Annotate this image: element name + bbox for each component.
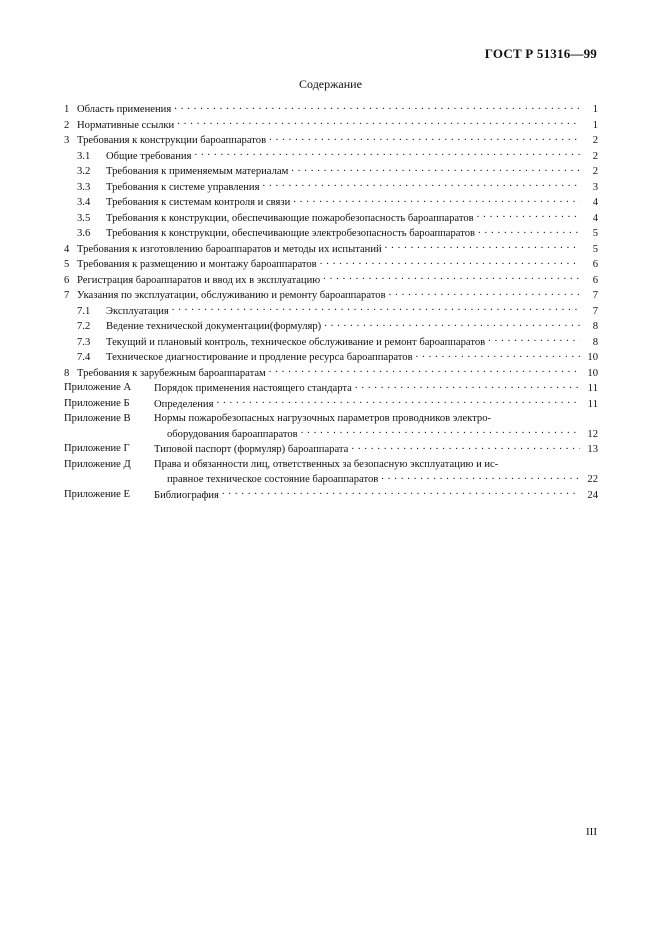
- appendix-title-lines: [154, 412, 598, 442]
- toc-entry-page: 7: [592, 305, 598, 317]
- page-number: III: [586, 826, 597, 838]
- appendix-title: Определения: [154, 398, 214, 410]
- dot-leader: [269, 366, 580, 376]
- toc-entry-label: Общие требования: [106, 150, 192, 162]
- appendix-prefix: Приложение Е: [64, 488, 130, 500]
- toc-appendix-entry[interactable]: [64, 397, 598, 413]
- toc-entry-page: 7: [592, 290, 598, 301]
- appendix-prefix: Приложение Г: [64, 443, 130, 454]
- toc-entry[interactable]: [64, 257, 598, 273]
- appendix-title: оборудования бароаппаратов: [167, 428, 298, 440]
- appendix-title-lines: [154, 397, 598, 413]
- toc-entry[interactable]: [64, 149, 598, 165]
- toc-entry[interactable]: [64, 102, 598, 118]
- toc-entry-number: 7: [64, 290, 70, 301]
- toc-entry-page: 5: [592, 228, 598, 239]
- dot-leader: [351, 442, 580, 452]
- toc-entry-label: Требования к зарубежным бароаппаратам: [77, 367, 266, 379]
- toc-entry-page: 6: [592, 259, 598, 270]
- toc-entry-number: 5: [64, 259, 70, 270]
- dot-leader: [262, 180, 580, 190]
- dot-leader: [177, 118, 580, 128]
- dot-leader: [324, 319, 580, 329]
- appendix-title: правное техническое состояние бароаппаратов: [167, 474, 379, 485]
- toc-entry-page: 4: [592, 212, 598, 224]
- toc-entry-page: 1: [592, 104, 598, 115]
- toc-entry-page: 8: [592, 321, 598, 332]
- appendix-prefix: Приложение А: [64, 382, 132, 393]
- toc-entry-label: Требования к системе управления: [106, 181, 260, 193]
- toc-entry-label: Требования к изготовлению бароаппаратов и методы их испытаний: [77, 243, 382, 255]
- toc-title: Содержание: [299, 77, 362, 91]
- appendix-title-line: [154, 442, 598, 458]
- toc-entry-label: Текущий и плановый контроль, техническое обслуживание и ремонт бароаппаратов: [106, 336, 486, 348]
- toc-entry[interactable]: [64, 195, 598, 211]
- toc-entry[interactable]: [64, 319, 598, 335]
- appendix-title: Нормы пожаробезопасных нагрузочных параметров проводников электро-: [154, 413, 492, 424]
- dot-leader: [293, 195, 580, 205]
- dot-leader: [416, 350, 580, 360]
- toc-entry-page: 6: [592, 274, 598, 286]
- toc-entry-page: 2: [592, 150, 598, 162]
- dot-leader: [381, 472, 580, 482]
- appendix-title: Права и обязанности лиц, ответственных за безопасную эксплуатацию и ис-: [154, 458, 499, 470]
- toc-entry-number: 3.5: [77, 212, 91, 224]
- appendix-title: Порядок применения настоящего стандарта: [154, 383, 352, 394]
- appendix-title: Библиография: [154, 489, 219, 501]
- toc-entry-number: 6: [64, 274, 70, 286]
- toc-entry[interactable]: [64, 242, 598, 258]
- appendix-title-lines: [154, 488, 598, 504]
- toc-entry[interactable]: [64, 350, 598, 366]
- appendix-prefix: Приложение В: [64, 413, 131, 424]
- toc-entry[interactable]: [64, 288, 598, 304]
- toc-entry[interactable]: [64, 226, 598, 242]
- toc-entry[interactable]: [64, 211, 598, 227]
- dot-leader: [478, 226, 580, 236]
- dot-leader: [477, 211, 580, 221]
- toc-entry-page: 2: [592, 135, 598, 146]
- toc-sections: [64, 102, 598, 381]
- toc-entry[interactable]: [64, 180, 598, 196]
- toc-entry-number: 7.1: [77, 305, 91, 317]
- toc-entry-number: 2: [64, 119, 70, 131]
- toc-entry-number: 3.2: [77, 166, 91, 177]
- toc-entry-page: 10: [587, 367, 598, 379]
- appendix-page: 12: [587, 428, 598, 440]
- dot-leader: [488, 335, 580, 345]
- toc-entry-label: Требования к системам контроля и связи: [106, 197, 291, 208]
- dot-leader: [301, 427, 580, 437]
- toc-entry-number: 1: [64, 104, 70, 115]
- toc-entry-page: 5: [592, 243, 598, 255]
- dot-leader: [385, 242, 580, 252]
- toc-entry-page: 4: [592, 197, 598, 208]
- toc-entry-number: 4: [64, 243, 70, 255]
- toc-entry-label: Указания по эксплуатации, обслуживанию и ремонту бароаппаратов: [77, 290, 386, 301]
- dot-leader: [222, 488, 580, 498]
- toc-entry-label: Область применения: [77, 104, 172, 115]
- toc-entry-number: 3.4: [77, 197, 91, 208]
- appendix-page: 11: [587, 383, 598, 394]
- standard-code-header: ГОСТ Р 51316—99: [484, 46, 597, 61]
- toc-appendix-entry[interactable]: [64, 442, 598, 458]
- toc-entry-label: Требования к конструкции, обеспечивающие электробезопасность бароаппаратов: [106, 228, 476, 239]
- toc-entry-label: Нормативные ссылки: [77, 119, 175, 131]
- dot-leader: [269, 133, 580, 143]
- dot-leader: [194, 149, 580, 159]
- appendix-title-line: [154, 397, 598, 413]
- toc-entry-label: Требования к размещению и монтажу бароаппаратов: [77, 259, 317, 270]
- appendix-title-lines: [154, 442, 598, 458]
- toc-appendix-entry[interactable]: [64, 412, 598, 442]
- dot-leader: [172, 304, 580, 314]
- toc-entry-number: 3.1: [77, 150, 91, 162]
- toc-entry-label: Требования к конструкции, обеспечивающие пожаробезопасность бароаппаратов: [106, 212, 474, 224]
- toc-entry-page: 1: [592, 119, 598, 131]
- appendix-title-line: [154, 412, 598, 427]
- toc-entry-label: Регистрация бароаппаратов и ввод их в эксплуатацию: [77, 274, 321, 286]
- appendix-title-line: [154, 458, 598, 473]
- appendix-title: Типовой паспорт (формуляр) бароаппарата: [154, 444, 349, 455]
- toc-entry[interactable]: [64, 164, 598, 180]
- toc-entry-label: Требования к конструкции бароаппаратов: [77, 135, 267, 146]
- appendix-title-line: [154, 472, 598, 488]
- toc-entry-page: 8: [592, 336, 598, 348]
- toc-entry-number: 3.3: [77, 181, 91, 193]
- toc-entry[interactable]: [64, 335, 598, 351]
- toc-entry[interactable]: [64, 366, 598, 382]
- dot-leader: [320, 257, 580, 267]
- appendix-title-lines: [154, 458, 598, 488]
- toc-entry-number: 8: [64, 367, 70, 379]
- appendix-page: 24: [587, 489, 598, 501]
- toc-entry-page: 10: [587, 352, 598, 363]
- toc-entry-page: 3: [592, 181, 598, 193]
- dot-leader: [216, 397, 580, 407]
- toc-entry[interactable]: [64, 118, 598, 134]
- toc-entry-page: 2: [592, 166, 598, 177]
- dot-leader: [323, 273, 580, 283]
- toc-entry-number: 3.6: [77, 228, 91, 239]
- dot-leader: [389, 288, 580, 298]
- toc-entry-number: 7.3: [77, 336, 91, 348]
- appendix-title-line: [154, 381, 598, 397]
- toc-entry-number: 3: [64, 135, 70, 146]
- appendix-page: 13: [587, 444, 598, 455]
- toc-appendix-entry[interactable]: [64, 488, 598, 504]
- toc-entry[interactable]: [64, 304, 598, 320]
- toc-entry[interactable]: [64, 273, 598, 289]
- table-of-contents: [64, 102, 598, 503]
- toc-entry-label: Ведение технической документации(формуляр): [106, 321, 322, 332]
- toc-entry-number: 7.2: [77, 321, 91, 332]
- toc-entry-number: 7.4: [77, 352, 91, 363]
- appendix-title-lines: [154, 381, 598, 397]
- toc-entry-label: Требования к применяемым материалам: [106, 166, 289, 177]
- appendix-page: 11: [587, 398, 598, 410]
- toc-appendix-entry[interactable]: [64, 381, 598, 397]
- toc-entry-label: Техническое диагностирование и продление ресурса бароаппаратов: [106, 352, 413, 363]
- dot-leader: [355, 381, 580, 391]
- toc-entry[interactable]: [64, 133, 598, 149]
- appendix-prefix: Приложение Б: [64, 397, 130, 409]
- appendix-prefix: Приложение Д: [64, 458, 131, 470]
- toc-entry-label: Эксплуатация: [106, 305, 169, 317]
- appendix-page: 22: [587, 474, 598, 485]
- toc-appendix-entry[interactable]: [64, 458, 598, 488]
- dot-leader: [174, 102, 580, 112]
- appendix-title-line: [154, 488, 598, 504]
- appendix-title-line: [154, 427, 598, 443]
- toc-appendices: [64, 381, 598, 503]
- dot-leader: [291, 164, 580, 174]
